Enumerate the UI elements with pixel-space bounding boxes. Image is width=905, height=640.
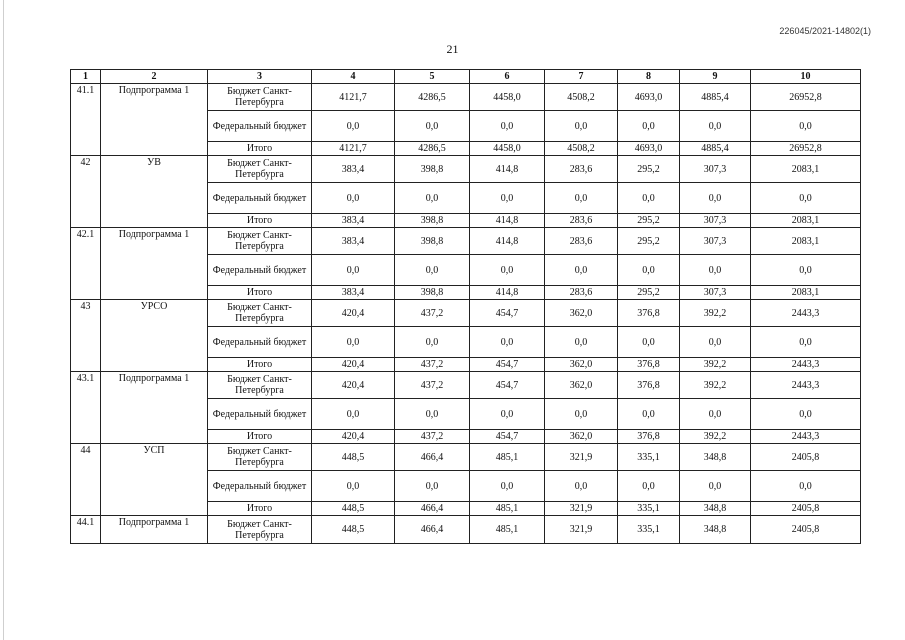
funding-source-cell: Итого [208,214,312,228]
total-value-cell: 0,0 [751,255,861,286]
year-value-cell: 466,4 [395,444,470,471]
year-value-cell: 283,6 [545,228,618,255]
funding-source-cell: Итого [208,286,312,300]
year-value-cell: 0,0 [680,183,751,214]
year-value-cell: 0,0 [395,399,470,430]
header-cell: 2 [101,70,208,84]
year-value-cell: 392,2 [680,372,751,399]
executor-cell: Подпрограмма 1 [101,84,208,156]
header-cell: 1 [71,70,101,84]
year-value-cell: 376,8 [618,430,680,444]
year-value-cell: 437,2 [395,372,470,399]
year-value-cell: 414,8 [470,156,545,183]
year-value-cell: 4121,7 [312,142,395,156]
year-value-cell: 0,0 [395,327,470,358]
year-value-cell: 376,8 [618,300,680,327]
year-value-cell: 307,3 [680,214,751,228]
year-value-cell: 335,1 [618,444,680,471]
header-cell: 6 [470,70,545,84]
funding-source-cell: Бюджет Санкт-Петербурга [208,84,312,111]
year-value-cell: 0,0 [312,255,395,286]
year-value-cell: 0,0 [618,399,680,430]
year-value-cell: 362,0 [545,372,618,399]
total-value-cell: 0,0 [751,327,861,358]
year-value-cell: 398,8 [395,214,470,228]
year-value-cell: 0,0 [395,471,470,502]
funding-source-cell: Федеральный бюджет [208,183,312,214]
year-value-cell: 0,0 [680,327,751,358]
funding-source-cell: Бюджет Санкт-Петербурга [208,516,312,544]
page-number: 21 [446,42,459,56]
year-value-cell: 0,0 [470,255,545,286]
funding-source-cell: Федеральный бюджет [208,255,312,286]
header-cell: 3 [208,70,312,84]
year-value-cell: 348,8 [680,516,751,544]
executor-cell: УРСО [101,300,208,372]
year-value-cell: 4458,0 [470,142,545,156]
year-value-cell: 383,4 [312,286,395,300]
year-value-cell: 383,4 [312,156,395,183]
year-value-cell: 0,0 [395,183,470,214]
table-row [71,444,861,471]
total-value-cell: 2083,1 [751,156,861,183]
total-value-cell: 2443,3 [751,372,861,399]
year-value-cell: 0,0 [680,399,751,430]
total-value-cell: 2405,8 [751,444,861,471]
year-value-cell: 414,8 [470,228,545,255]
year-value-cell: 4885,4 [680,142,751,156]
year-value-cell: 4508,2 [545,84,618,111]
total-value-cell: 2443,3 [751,430,861,444]
funding-source-cell: Итого [208,142,312,156]
year-value-cell: 307,3 [680,228,751,255]
year-value-cell: 448,5 [312,516,395,544]
year-value-cell: 295,2 [618,214,680,228]
table-row [71,300,861,327]
row-number-cell: 44.1 [71,516,101,544]
year-value-cell: 283,6 [545,156,618,183]
year-value-cell: 362,0 [545,358,618,372]
total-value-cell: 2083,1 [751,286,861,300]
year-value-cell: 437,2 [395,430,470,444]
year-value-cell: 307,3 [680,286,751,300]
year-value-cell: 414,8 [470,286,545,300]
total-value-cell: 26952,8 [751,142,861,156]
year-value-cell: 295,2 [618,156,680,183]
year-value-cell: 0,0 [545,471,618,502]
year-value-cell: 383,4 [312,214,395,228]
row-number-cell: 42 [71,156,101,228]
year-value-cell: 454,7 [470,358,545,372]
year-value-cell: 383,4 [312,228,395,255]
header-cell: 9 [680,70,751,84]
year-value-cell: 4885,4 [680,84,751,111]
funding-source-cell: Итого [208,430,312,444]
year-value-cell: 0,0 [545,327,618,358]
year-value-cell: 4458,0 [470,84,545,111]
header-cell: 4 [312,70,395,84]
total-value-cell: 2443,3 [751,358,861,372]
year-value-cell: 376,8 [618,358,680,372]
year-value-cell: 307,3 [680,156,751,183]
funding-source-cell: Федеральный бюджет [208,111,312,142]
total-value-cell: 26952,8 [751,84,861,111]
total-value-cell: 0,0 [751,111,861,142]
row-number-cell: 43.1 [71,372,101,444]
funding-source-cell: Федеральный бюджет [208,327,312,358]
year-value-cell: 4286,5 [395,142,470,156]
year-value-cell: 295,2 [618,228,680,255]
document-registration-number: 226045/2021-14802(1) [779,26,871,36]
total-value-cell: 0,0 [751,471,861,502]
year-value-cell: 392,2 [680,430,751,444]
year-value-cell: 437,2 [395,300,470,327]
total-value-cell: 0,0 [751,183,861,214]
year-value-cell: 414,8 [470,214,545,228]
year-value-cell: 485,1 [470,502,545,516]
year-value-cell: 420,4 [312,358,395,372]
year-value-cell: 362,0 [545,430,618,444]
executor-cell: УВ [101,156,208,228]
table-body [71,84,861,544]
year-value-cell: 362,0 [545,300,618,327]
year-value-cell: 0,0 [545,111,618,142]
total-value-cell: 2443,3 [751,300,861,327]
year-value-cell: 0,0 [680,111,751,142]
funding-source-cell: Бюджет Санкт-Петербурга [208,228,312,255]
header-cell: 5 [395,70,470,84]
year-value-cell: 448,5 [312,444,395,471]
funding-source-cell: Федеральный бюджет [208,471,312,502]
year-value-cell: 4508,2 [545,142,618,156]
row-number-cell: 43 [71,300,101,372]
year-value-cell: 0,0 [470,111,545,142]
year-value-cell: 0,0 [470,183,545,214]
year-value-cell: 0,0 [545,255,618,286]
year-value-cell: 348,8 [680,444,751,471]
executor-cell: Подпрограмма 1 [101,516,208,544]
year-value-cell: 0,0 [395,111,470,142]
year-value-cell: 4121,7 [312,84,395,111]
year-value-cell: 376,8 [618,372,680,399]
year-value-cell: 437,2 [395,358,470,372]
funding-source-cell: Итого [208,502,312,516]
executor-cell: Подпрограмма 1 [101,228,208,300]
table-row [71,228,861,255]
header-cell: 7 [545,70,618,84]
year-value-cell: 398,8 [395,156,470,183]
year-value-cell: 4693,0 [618,84,680,111]
year-value-cell: 454,7 [470,300,545,327]
executor-cell: Подпрограмма 1 [101,372,208,444]
year-value-cell: 448,5 [312,502,395,516]
year-value-cell: 0,0 [545,183,618,214]
year-value-cell: 398,8 [395,228,470,255]
year-value-cell: 0,0 [312,183,395,214]
table-row [71,516,861,544]
year-value-cell: 485,1 [470,516,545,544]
funding-source-cell: Федеральный бюджет [208,399,312,430]
year-value-cell: 0,0 [618,471,680,502]
year-value-cell: 466,4 [395,502,470,516]
year-value-cell: 420,4 [312,300,395,327]
year-value-cell: 420,4 [312,430,395,444]
year-value-cell: 0,0 [618,255,680,286]
header-row [71,70,861,84]
budget-table [70,69,861,544]
year-value-cell: 321,9 [545,444,618,471]
year-value-cell: 420,4 [312,372,395,399]
year-value-cell: 283,6 [545,286,618,300]
year-value-cell: 454,7 [470,372,545,399]
year-value-cell: 0,0 [618,327,680,358]
year-value-cell: 4286,5 [395,84,470,111]
year-value-cell: 321,9 [545,516,618,544]
year-value-cell: 0,0 [680,255,751,286]
year-value-cell: 4693,0 [618,142,680,156]
year-value-cell: 348,8 [680,502,751,516]
funding-source-cell: Бюджет Санкт-Петербурга [208,300,312,327]
funding-source-cell: Итого [208,358,312,372]
year-value-cell: 0,0 [312,327,395,358]
year-value-cell: 454,7 [470,430,545,444]
year-value-cell: 392,2 [680,358,751,372]
total-value-cell: 2083,1 [751,214,861,228]
total-value-cell: 0,0 [751,399,861,430]
year-value-cell: 0,0 [545,399,618,430]
year-value-cell: 392,2 [680,300,751,327]
year-value-cell: 335,1 [618,502,680,516]
year-value-cell: 0,0 [312,111,395,142]
table-row [71,84,861,111]
year-value-cell: 321,9 [545,502,618,516]
total-value-cell: 2083,1 [751,228,861,255]
funding-source-cell: Бюджет Санкт-Петербурга [208,444,312,471]
year-value-cell: 283,6 [545,214,618,228]
year-value-cell: 398,8 [395,286,470,300]
table-row [71,156,861,183]
executor-cell: УСП [101,444,208,516]
year-value-cell: 0,0 [312,471,395,502]
year-value-cell: 295,2 [618,286,680,300]
row-number-cell: 41.1 [71,84,101,156]
total-value-cell: 2405,8 [751,516,861,544]
funding-source-cell: Бюджет Санкт-Петербурга [208,372,312,399]
year-value-cell: 0,0 [470,399,545,430]
year-value-cell: 466,4 [395,516,470,544]
header-cell: 10 [751,70,861,84]
row-number-cell: 42.1 [71,228,101,300]
year-value-cell: 0,0 [618,111,680,142]
year-value-cell: 0,0 [618,183,680,214]
year-value-cell: 0,0 [312,399,395,430]
year-value-cell: 485,1 [470,444,545,471]
total-value-cell: 2405,8 [751,502,861,516]
header-cell: 8 [618,70,680,84]
year-value-cell: 0,0 [680,471,751,502]
year-value-cell: 0,0 [470,471,545,502]
table-row [71,372,861,399]
scan-edge-line [3,0,4,640]
year-value-cell: 0,0 [470,327,545,358]
row-number-cell: 44 [71,444,101,516]
funding-source-cell: Бюджет Санкт-Петербурга [208,156,312,183]
year-value-cell: 335,1 [618,516,680,544]
year-value-cell: 0,0 [395,255,470,286]
